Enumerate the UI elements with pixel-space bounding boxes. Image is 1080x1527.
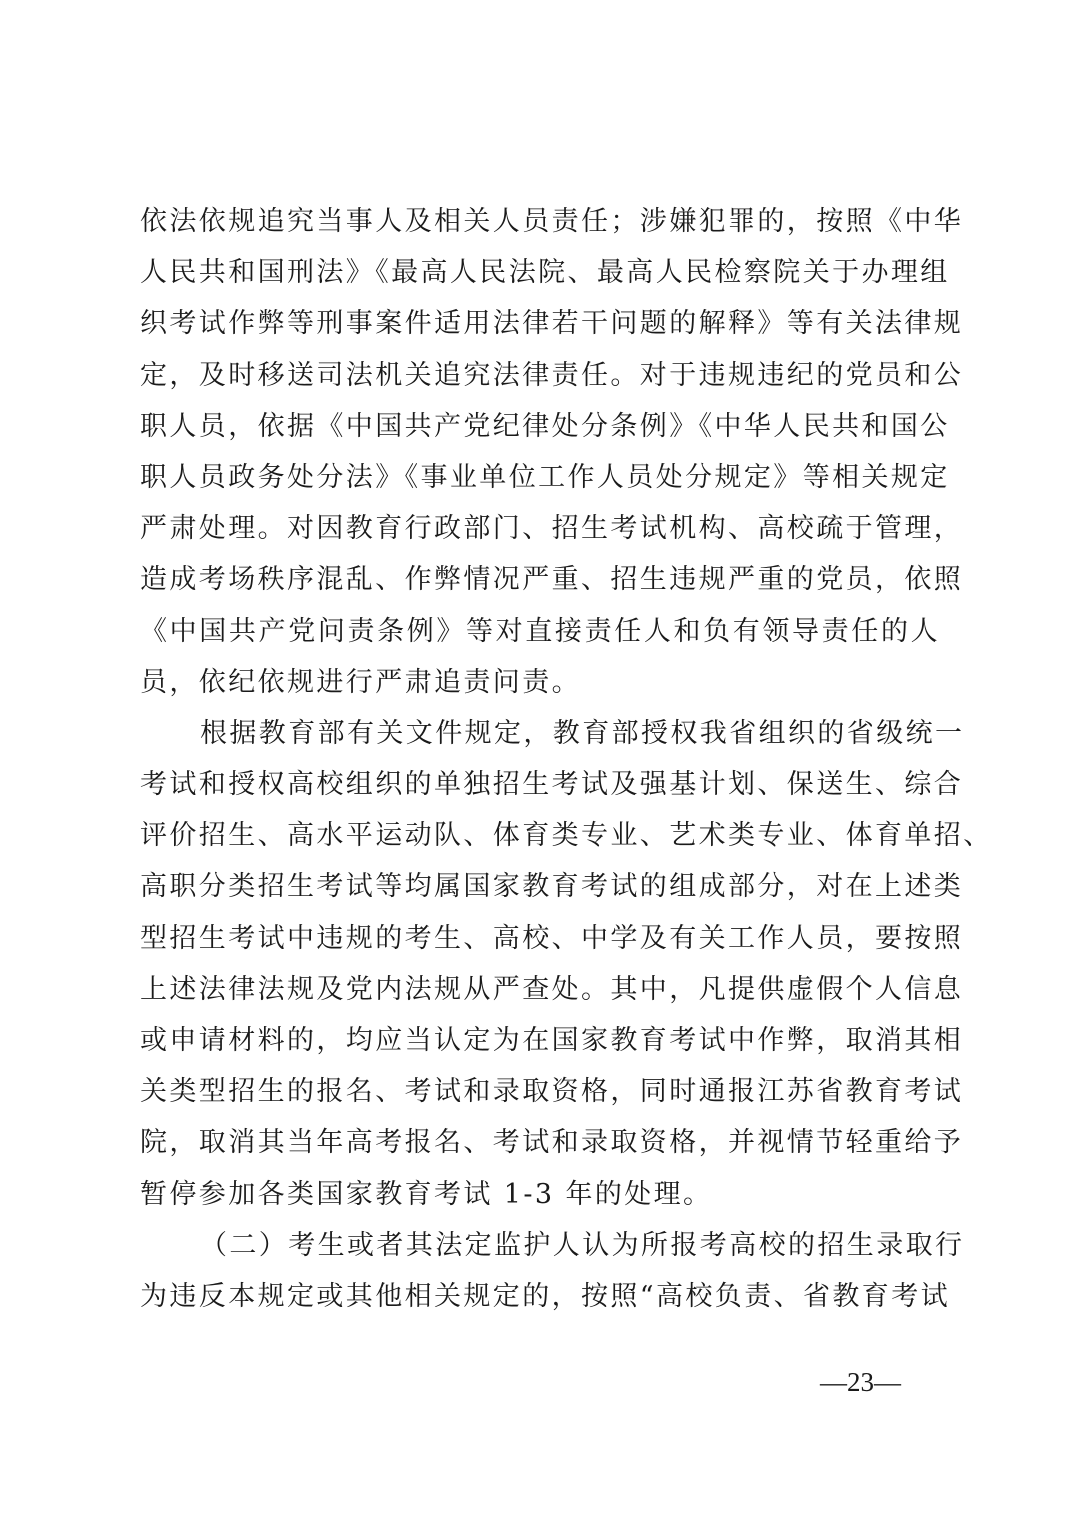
text-line: 根据教育部有关文件规定，教育部授权我省组织的省级统一 <box>200 717 965 749</box>
text-line: 人民共和国刑法》《最高人民法院、最高人民检察院关于办理组 <box>140 257 950 289</box>
text-line: （二）考生或者其法定监护人认为所报考高校的招生录取行 <box>200 1229 965 1261</box>
text-line: 型招生考试中违规的考生、高校、中学及有关工作人员，要按照 <box>140 922 964 954</box>
text-line: 员，依纪依规进行严肃追责问责。 <box>140 666 581 698</box>
text-line: 职人员政务处分法》《事业单位工作人员处分规定》等相关规定 <box>140 461 950 493</box>
text-line: 上述法律法规及党内法规从严查处。其中，凡提供虚假个人信息 <box>140 973 964 1005</box>
text-line: 职人员，依据《中国共产党纪律处分条例》《中华人民共和国公 <box>140 410 950 442</box>
text-line: 或申请材料的，均应当认定为在国家教育考试中作弊，取消其相 <box>140 1025 964 1056</box>
text-line: 织考试作弊等刑事案件适用法律若干问题的解释》等有关法律规 <box>140 308 964 340</box>
text-line: 严肃处理。对因教育行政部门、招生考试机构、高校疏于管理， <box>140 513 964 545</box>
text-line: 评价招生、高水平运动队、体育类专业、艺术类专业、体育单招、 <box>140 820 993 852</box>
text-line: 为违反本规定或其他相关规定的，按照“高校负责、省教育考试 <box>140 1280 951 1312</box>
text-line: 高职分类招生考试等均属国家教育考试的组成部分，对在上述类 <box>140 871 964 903</box>
text-line: 关类型招生的报名、考试和录取资格，同时通报江苏省教育考试 <box>140 1076 964 1108</box>
page-number: —23— <box>820 1367 901 1397</box>
text-line: 院，取消其当年高考报名、考试和录取资格，并视情节轻重给予 <box>140 1127 964 1159</box>
text-line: 造成考场秩序混乱、作弊情况严重、招生违规严重的党员，依照 <box>140 564 964 596</box>
text-line: 暂停参加各类国家教育考试 1-3 年的处理。 <box>140 1178 713 1210</box>
body-text <box>140 196 993 1322</box>
text-line: 依法依规追究当事人及相关人员责任；涉嫌犯罪的，按照《中华 <box>140 206 964 237</box>
text-line: 考试和授权高校组织的单独招生考试及强基计划、保送生、综合 <box>140 769 964 801</box>
text-line: 定，及时移送司法机关追究法律责任。对于违规违纪的党员和公 <box>140 359 964 391</box>
text-line: 《中国共产党问责条例》等对直接责任人和负有领导责任的人 <box>140 615 940 647</box>
